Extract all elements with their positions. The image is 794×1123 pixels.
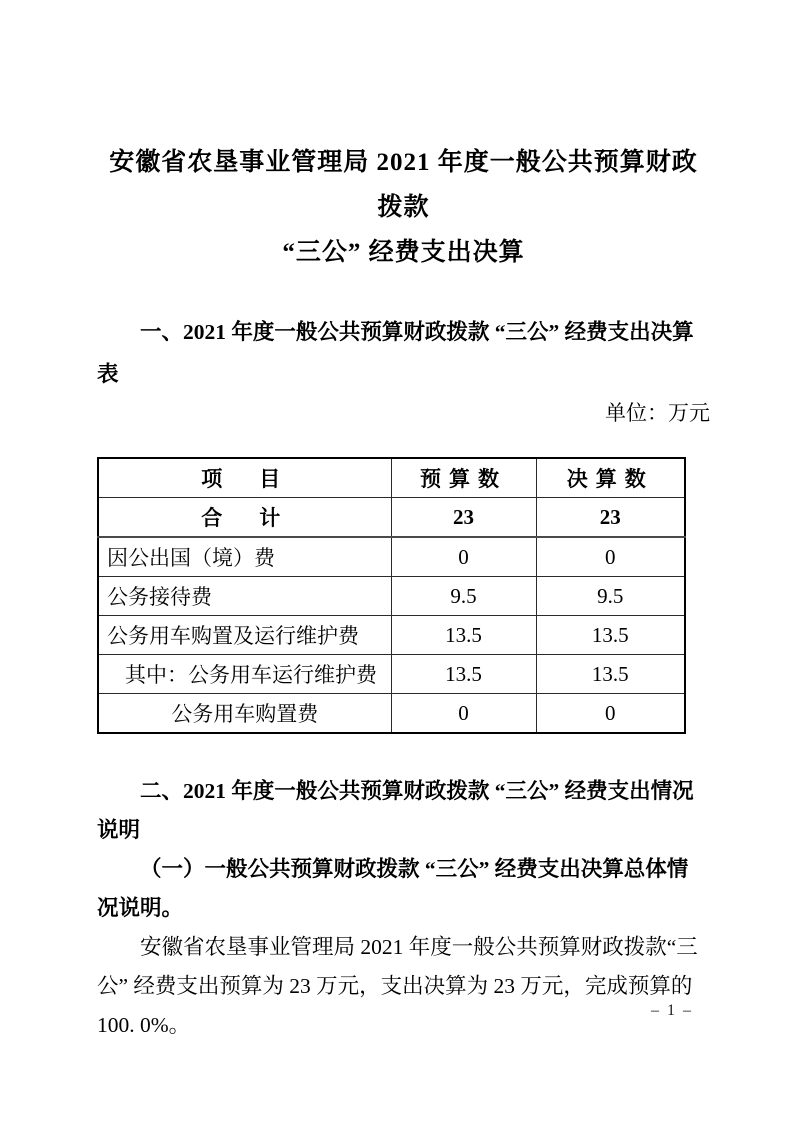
row-abroad-final: 0 xyxy=(536,537,685,577)
column-header-budget: 预算数 xyxy=(391,458,536,498)
column-header-final: 决算数 xyxy=(536,458,685,498)
row-vehicle-total-final: 13.5 xyxy=(536,616,685,655)
row-abroad-budget: 0 xyxy=(391,537,536,577)
document-content xyxy=(97,0,710,1045)
row-abroad-item: 因公出国（境）费 xyxy=(98,537,391,577)
row-vehicle-purchase-final: 0 xyxy=(536,694,685,734)
page-number: – 1 – xyxy=(651,1002,693,1019)
row-reception-final: 9.5 xyxy=(536,577,685,616)
row-vehicle-total-budget: 13.5 xyxy=(391,616,536,655)
table-row-reception xyxy=(98,577,685,616)
subsection-1-heading-line-1: （一）一般公共预算财政拨款 “三公” 经费支出决算总体情 xyxy=(140,857,689,881)
table-row-vehicle-total xyxy=(98,616,685,655)
summary-paragraph-line-1: 安徽省农垦事业管理局 2021 年度一般公共预算财政拨款“三 xyxy=(140,935,698,959)
row-vehicle-operation-budget: 13.5 xyxy=(391,655,536,694)
row-vehicle-purchase-budget: 0 xyxy=(391,694,536,734)
document-title-line-2: “三公” 经费支出决算 xyxy=(282,239,525,266)
table-row-vehicle-operation xyxy=(98,655,685,694)
row-total-budget: 23 xyxy=(391,498,536,538)
summary-paragraph-line-3: 100. 0%。 xyxy=(97,1013,191,1037)
row-vehicle-total-item: 公务用车购置及运行维护费 xyxy=(98,616,391,655)
section-1-heading xyxy=(97,311,710,395)
section-1-heading-line-2: 表 xyxy=(97,362,119,386)
row-vehicle-operation-final: 13.5 xyxy=(536,655,685,694)
row-reception-budget: 9.5 xyxy=(391,577,536,616)
subsection-1-heading-line-2: 况说明。 xyxy=(97,896,184,920)
column-header-item: 项 目 xyxy=(98,458,391,498)
section-2-heading-line-1: 二、2021 年度一般公共预算财政拨款 “三公” 经费支出情况 xyxy=(140,779,694,803)
subsection-1-heading xyxy=(97,850,710,928)
summary-paragraph-line-2: 公” 经费支出预算为 23 万元，支出决算为 23 万元，完成预算的 xyxy=(97,974,693,998)
three-public-expense-table xyxy=(97,457,686,734)
table-header-row xyxy=(98,458,685,498)
table-unit-label: 单位：万元 xyxy=(605,401,710,425)
document-title-line-1: 安徽省农垦事业管理局 2021 年度一般公共预算财政拨款 xyxy=(109,149,698,221)
table-row-abroad xyxy=(98,537,685,577)
table-row-vehicle-purchase xyxy=(98,694,685,734)
summary-paragraph xyxy=(97,928,710,1045)
section-1-heading-line-1: 一、2021 年度一般公共预算财政拨款 “三公” 经费支出决算 xyxy=(140,320,694,344)
section-2-heading-line-2: 说明 xyxy=(97,818,141,842)
row-total-final: 23 xyxy=(536,498,685,538)
row-vehicle-purchase-item: 公务用车购置费 xyxy=(98,694,391,734)
table-row-total xyxy=(98,498,685,538)
row-total-item: 合 计 xyxy=(98,498,391,538)
row-vehicle-operation-item: 其中：公务用车运行维护费 xyxy=(98,655,391,694)
row-reception-item: 公务接待费 xyxy=(98,577,391,616)
document-title xyxy=(97,140,710,275)
section-2-heading xyxy=(97,772,710,850)
